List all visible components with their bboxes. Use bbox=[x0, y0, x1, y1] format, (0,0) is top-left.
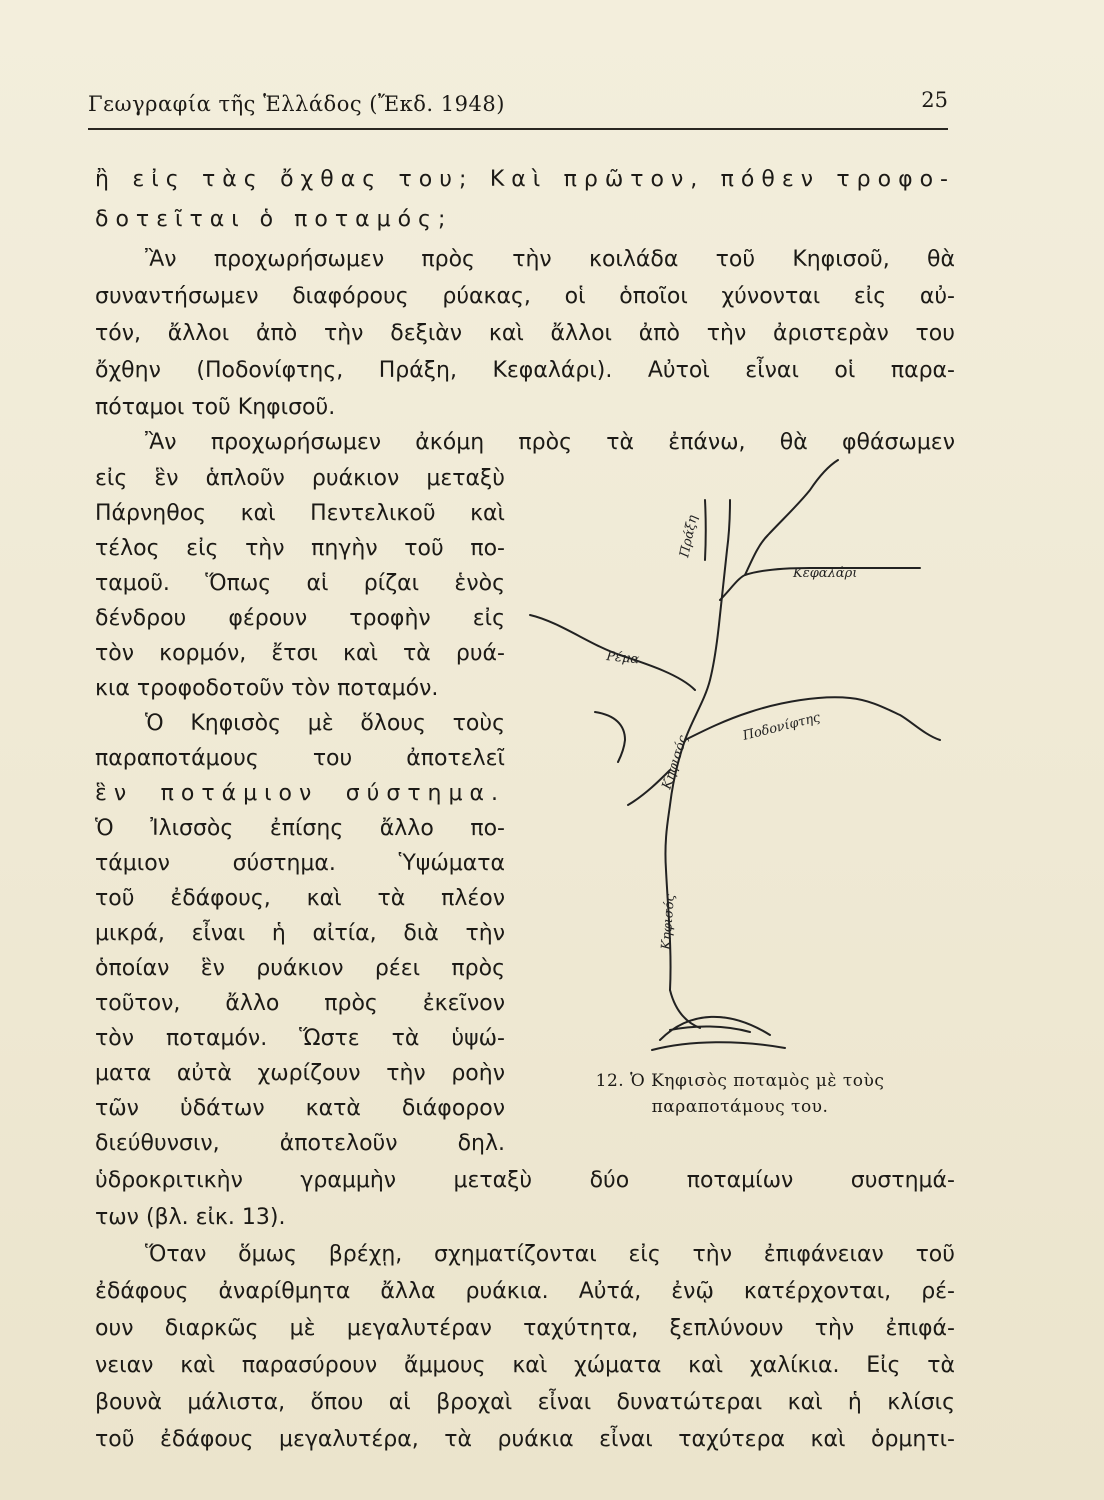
text-line: κια τροφοδοτοῦν τὸν ποταμόν. bbox=[95, 676, 439, 701]
text-line: ματα αὐτὰ χωρίζουν τὴν ροὴν bbox=[95, 1061, 505, 1086]
text-line: πόταμοι τοῦ Κηφισοῦ. bbox=[95, 395, 336, 420]
text-line: τέλος εἰς τὴν πηγὴν τοῦ πο- bbox=[95, 536, 505, 561]
text-line: Ἂν προχωρήσωμεν πρὸς τὴν κοιλάδα τοῦ Κηφισοῦ, θὰ bbox=[145, 247, 955, 272]
text-line: Ὁ Ἰλισσὸς ἐπίσης ἄλλο πο- bbox=[95, 816, 505, 841]
label-kifisos-lower: Κηφισός bbox=[659, 893, 678, 951]
upper-left-mark bbox=[705, 500, 706, 560]
label-praxi: Πράξη bbox=[677, 513, 701, 559]
text-line: συναντήσωμεν διαφόρους ρύακας, οἱ ὁποῖοι χύνονται εἰς αὐ- bbox=[95, 284, 955, 309]
text-line: τὸν κορμόν, ἔτσι καὶ τὰ ρυά- bbox=[95, 641, 505, 666]
text-line: ουν διαρκῶς μὲ μεγαλυτέραν ταχύτητα, ξεπλύνουν τὴν ἐπιφά- bbox=[95, 1316, 955, 1341]
figure-caption bbox=[540, 1068, 940, 1120]
text-line: τάμιον σύστημα. Ὑψώματα bbox=[95, 851, 505, 876]
text-line: Ἂν προχωρήσωμεν ἀκόμη πρὸς τὰ ἐπάνω, θὰ φθάσωμεν bbox=[145, 430, 955, 455]
text-line: βουνὰ μάλιστα, ὅπου αἱ βροχαὶ εἶναι δυνατώτεραι καὶ ἡ κλίσις bbox=[95, 1390, 955, 1415]
caption-line: 12. Ὁ Κηφισὸς ποταμὸς μὲ τοὺς bbox=[595, 1071, 885, 1091]
text-line: νειαν καὶ παρασύρουν ἄμμους καὶ χώματα καὶ χαλίκια. Εἰς τὰ bbox=[95, 1353, 955, 1378]
label-podonifti: Ποδονίφτης bbox=[741, 710, 822, 744]
text-line: δοτεῖται ὁ ποταμός; bbox=[95, 207, 453, 232]
label-kefalari: Κεφαλάρι bbox=[793, 566, 858, 581]
text-line: ἓν ποτάμιον σύστημα. bbox=[95, 781, 505, 806]
text-line: ταμοῦ. Ὅπως αἱ ρίζαι ἑνὸς bbox=[95, 571, 505, 596]
text-line: τὸν ποταμόν. Ὥστε τὰ ὑψώ- bbox=[95, 1026, 505, 1051]
river-system-figure bbox=[520, 450, 960, 1060]
text-line: τοῦ ἐδάφους μεγαλυτέρα, τὰ ρυάκια εἶναι ταχύτερα καὶ ὁρμητι- bbox=[95, 1427, 955, 1452]
text-line: δένδρου φέρουν τροφὴν εἰς bbox=[95, 606, 505, 631]
text-line: διεύθυνσιν, ἀποτελοῦν δηλ. bbox=[95, 1131, 505, 1156]
text-line: ἢ εἰς τὰς ὄχθας του; Καὶ πρῶτον, πόθεν τροφο- bbox=[95, 167, 955, 192]
label-rema: Ρέμα bbox=[605, 649, 640, 668]
text-line: τῶν ὑδάτων κατὰ διάφορον bbox=[95, 1096, 505, 1121]
text-line: Πάρνηθος καὶ Πεντελικοῦ καὶ bbox=[95, 501, 505, 526]
caption-line: παραποτάμους του. bbox=[651, 1097, 829, 1117]
page-number: 25 bbox=[921, 88, 948, 112]
lower-left-inlet bbox=[595, 712, 625, 762]
text-line: τοῦτον, ἄλλο πρὸς ἐκεῖνον bbox=[95, 991, 505, 1016]
running-title: Γεωγραφία τῆς Ἑλλάδος (Ἔκδ. 1948) bbox=[88, 92, 505, 116]
text-line: εἰς ἓν ἁπλοῦν ρυάκιον μεταξὺ bbox=[95, 466, 505, 491]
text-line: μικρά, εἶναι ἡ αἰτία, διὰ τὴν bbox=[95, 921, 505, 946]
text-line: ὄχθην (Ποδονίφτης, Πράξη, Κεφαλάρι). Αὐτοὶ εἶναι οἱ παρα- bbox=[95, 358, 955, 383]
text-line: των (βλ. εἰκ. 13). bbox=[95, 1205, 286, 1230]
text-line: ἐδάφους ἀναρίθμητα ἄλλα ρυάκια. Αὐτά, ἐνῷ κατέρχονται, ρέ- bbox=[95, 1279, 955, 1304]
running-header bbox=[88, 88, 948, 130]
river-sketch bbox=[520, 450, 960, 1060]
text-line: τόν, ἄλλοι ἀπὸ τὴν δεξιὰν καὶ ἄλλοι ἀπὸ τὴν ἀριστερὰν του bbox=[95, 321, 955, 346]
label-kifisos-upper: Κηφισός bbox=[659, 733, 692, 792]
text-line: παραποτάμους του ἀποτελεῖ bbox=[95, 746, 505, 771]
text-line: ὁποίαν ἓν ρυάκιον ρέει πρὸς bbox=[95, 956, 505, 981]
text-line: τοῦ ἐδάφους, καὶ τὰ πλέον bbox=[95, 886, 505, 911]
estuary-hill bbox=[652, 1017, 785, 1050]
text-line: ὑδροκριτικὴν γραμμὴν μεταξὺ δύο ποταμίων συστημά- bbox=[95, 1168, 955, 1193]
text-line: Ὁ Κηφισὸς μὲ ὅλους τοὺς bbox=[145, 711, 505, 736]
text-line: Ὅταν ὅμως βρέχῃ, σχηματίζονται εἰς τὴν ἐπιφάνειαν τοῦ bbox=[145, 1242, 955, 1267]
